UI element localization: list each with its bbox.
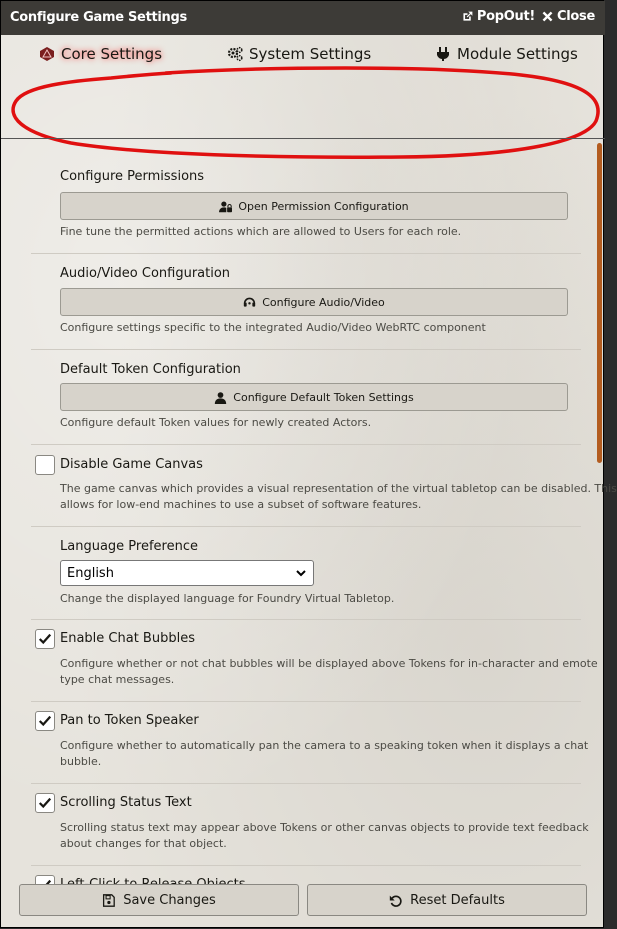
- pan-to-speaker-checkbox[interactable]: [35, 711, 55, 731]
- scrolling-status-checkbox[interactable]: [35, 793, 55, 813]
- save-changes-button[interactable]: [19, 884, 299, 916]
- settings-tabs: [1, 35, 605, 73]
- tab-core-label: Core Settings: [61, 45, 163, 63]
- setting-hint: Change the displayed language for Foundry Virtual Tabletop.: [60, 592, 395, 605]
- setting-label: Audio/Video Configuration: [60, 266, 231, 281]
- tab-module-label: Module Settings: [457, 45, 578, 63]
- setting-hint: The game canvas which provides a visual representation of the virtual tabletop can be disabled. This: [60, 482, 617, 495]
- setting-hint: type chat messages.: [60, 673, 175, 686]
- reset-defaults-label: Reset Defaults: [410, 892, 505, 908]
- check-icon: [38, 714, 52, 728]
- setting-hint: Fine tune the permitted actions which are allowed to Users for each role.: [60, 225, 462, 238]
- setting-label: Scrolling Status Text: [60, 795, 192, 810]
- setting-disable-canvas: [31, 445, 617, 527]
- empty-tab-header-area: [1, 73, 605, 139]
- settings-list[interactable]: [1, 139, 617, 884]
- user-icon: [214, 391, 227, 404]
- configure-default-token-label: Configure Default Token Settings: [233, 390, 414, 404]
- settings-scrollbar[interactable]: [597, 143, 602, 463]
- setting-label: Disable Game Canvas: [60, 457, 203, 472]
- tab-system-label: System Settings: [249, 45, 372, 63]
- setting-hint: Configure default Token values for newly created Actors.: [60, 416, 372, 429]
- setting-hint: Configure settings specific to the integrated Audio/Video WebRTC component: [60, 321, 486, 334]
- setting-label: Language Preference: [60, 539, 198, 554]
- tab-module-settings[interactable]: [435, 45, 578, 63]
- window-title: Configure Game Settings: [10, 10, 187, 25]
- close-icon: [541, 10, 554, 23]
- chat-bubbles-checkbox[interactable]: [35, 629, 55, 649]
- setting-hint: Configure whether to automatically pan the camera to a speaking token when it displays a chat: [60, 739, 589, 752]
- external-link-icon: [461, 10, 474, 23]
- reset-defaults-button[interactable]: [307, 884, 587, 916]
- settings-footer: [1, 884, 605, 929]
- save-icon: [102, 894, 115, 907]
- tab-system-settings[interactable]: [227, 45, 371, 63]
- window-titlebar[interactable]: [1, 1, 605, 35]
- setting-hint: allows for low-end machines to use a subset of software features.: [60, 498, 422, 511]
- check-icon: [38, 796, 52, 810]
- popout-label: PopOut!: [476, 9, 536, 24]
- save-changes-label: Save Changes: [123, 892, 216, 908]
- setting-label: Pan to Token Speaker: [60, 713, 199, 728]
- cogs-icon: [227, 46, 243, 62]
- undo-icon: [389, 894, 402, 907]
- user-lock-icon: [219, 200, 232, 213]
- setting-hint: Configure whether or not chat bubbles will be displayed above Tokens for in-character and emote: [60, 657, 598, 670]
- configure-default-token-button[interactable]: [60, 383, 568, 411]
- configure-audio-video-label: Configure Audio/Video: [262, 295, 385, 309]
- open-permission-config-label: Open Permission Configuration: [238, 199, 409, 213]
- setting-audio-video: [31, 254, 581, 350]
- setting-permissions: [31, 161, 581, 254]
- tab-core-settings[interactable]: [39, 45, 162, 63]
- close-label: Close: [557, 9, 595, 24]
- language-select[interactable]: [60, 560, 314, 586]
- setting-language: [31, 527, 581, 620]
- setting-hint: Scrolling status text may appear above Tokens or other canvas objects to provide text feedback: [60, 821, 589, 834]
- setting-chat-bubbles: [31, 620, 598, 702]
- popout-button[interactable]: [461, 9, 535, 24]
- language-select-value: English: [67, 565, 114, 581]
- chevron-down-icon: [295, 567, 307, 579]
- open-permission-config-button[interactable]: [60, 192, 568, 220]
- headset-icon: [243, 296, 256, 309]
- check-icon: [38, 632, 52, 646]
- setting-default-token: [31, 350, 581, 445]
- disable-canvas-checkbox[interactable]: [35, 455, 55, 475]
- setting-label: Configure Permissions: [60, 169, 205, 184]
- configure-audio-video-button[interactable]: [60, 288, 568, 316]
- window-actions: [461, 9, 595, 24]
- setting-pan-to-speaker: [31, 702, 589, 784]
- setting-hint: about changes for that object.: [60, 837, 227, 850]
- setting-hint: bubble.: [60, 755, 102, 768]
- d20-icon: [39, 46, 55, 62]
- setting-label: Default Token Configuration: [60, 362, 241, 377]
- plug-icon: [435, 46, 451, 62]
- close-button[interactable]: [541, 9, 595, 24]
- setting-label: Enable Chat Bubbles: [60, 631, 195, 646]
- setting-scrolling-status: [31, 784, 589, 866]
